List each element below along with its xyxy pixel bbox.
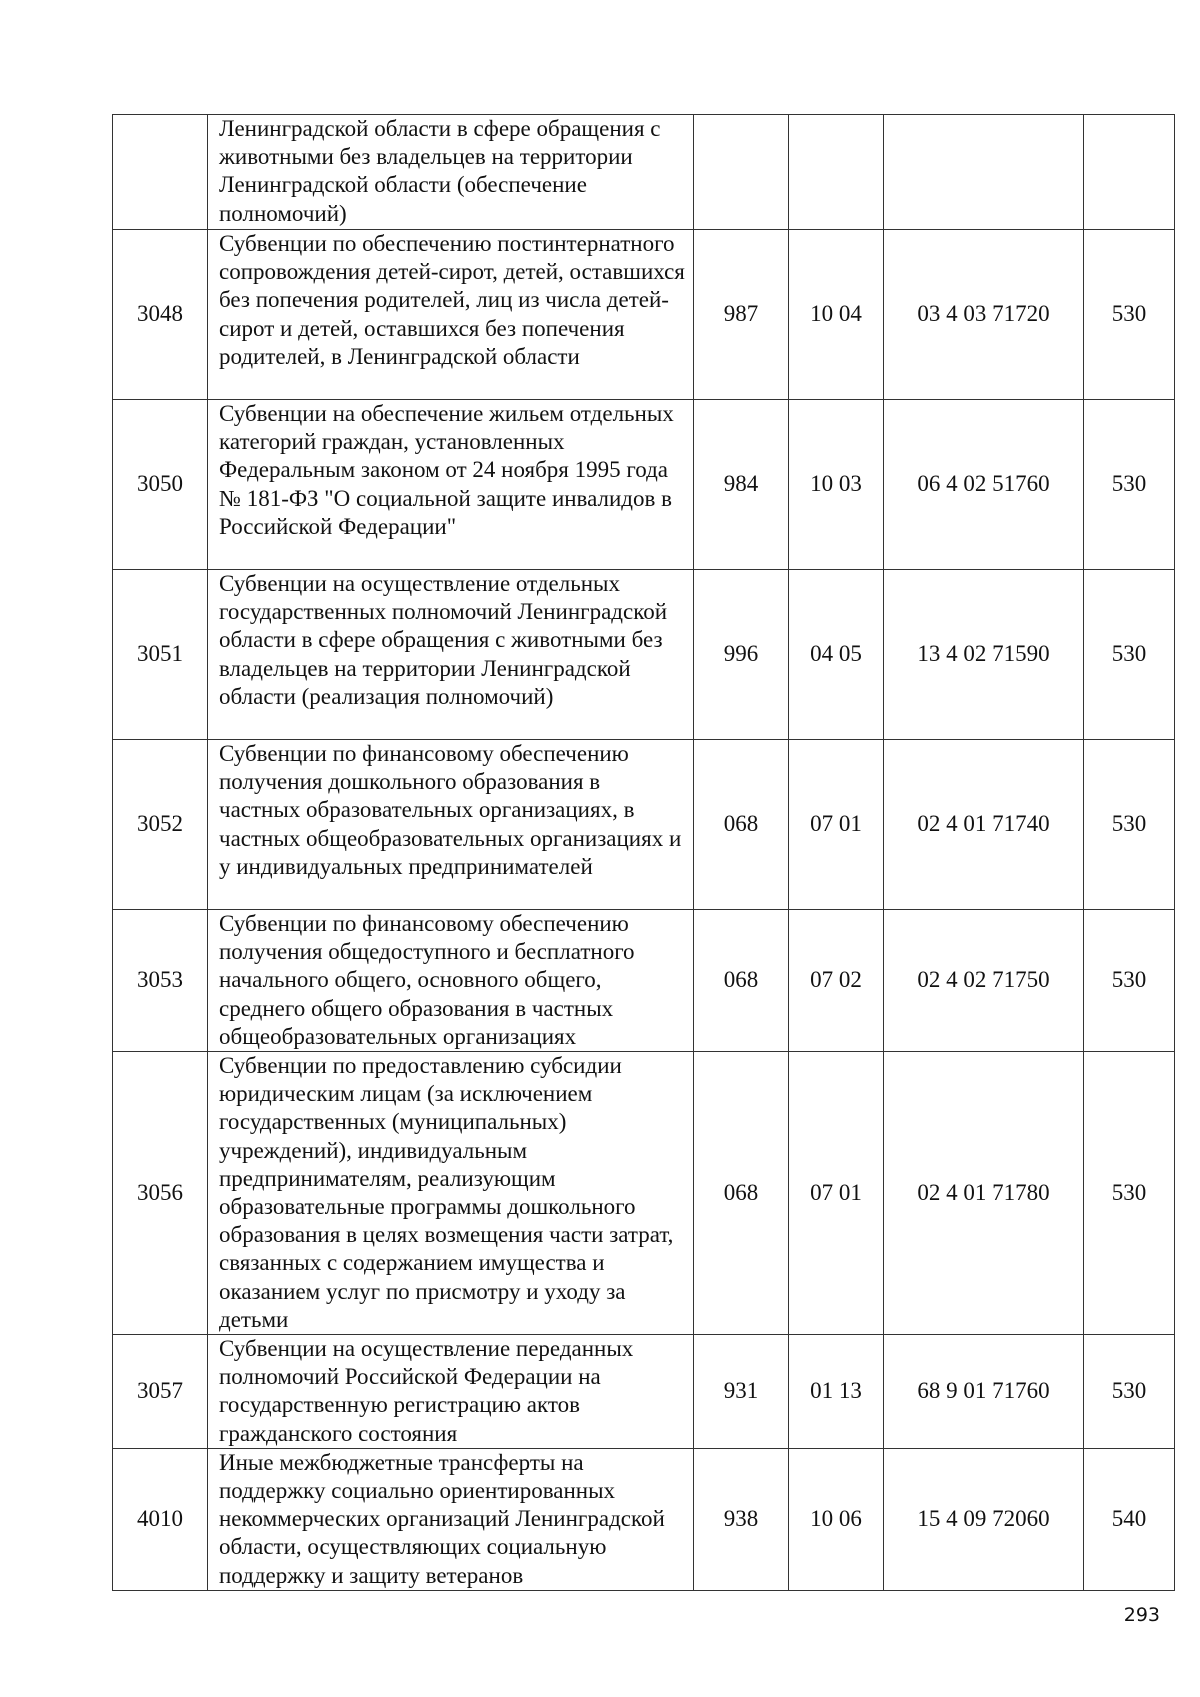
row-expense-type: 530 (1084, 740, 1175, 910)
row-section-code: 10 03 (789, 400, 884, 570)
row-admin-code: 938 (694, 1448, 789, 1590)
row-description: Субвенции по предоставлению субсидии юридическим лицам (за исключением государственных (муниципальных) учреждений), индивидуальным предпринимателям, реализующим образовательные программы дошкольного образования в целях возмещения части затрат, связанных с содержанием имущества и оказанием услуг по присмотру и уходу за детьми (208, 1052, 694, 1335)
row-target-code: 68 9 01 71760 (884, 1335, 1084, 1449)
row-section-code: 07 01 (789, 740, 884, 910)
row-admin-code: 931 (694, 1335, 789, 1449)
row-target-code: 13 4 02 71590 (884, 570, 1084, 740)
row-description: Субвенции по обеспечению постинтернатного сопровождения детей-сирот, детей, оставшихся без попечения родителей, лиц из числа детей-сирот и детей, оставшихся без попечения родителей, в Ленинградской области (208, 230, 694, 400)
row-expense-type: 530 (1084, 1335, 1175, 1449)
table-row (113, 115, 1175, 230)
table-row (113, 910, 1175, 1052)
row-description: Субвенции по финансовому обеспечению получения общедоступного и бесплатного начального общего, основного общего, среднего общего образования в частных общеобразовательных организациях (208, 910, 694, 1052)
row-code: 3051 (113, 570, 208, 740)
row-section-code: 01 13 (789, 1335, 884, 1449)
row-code: 3056 (113, 1052, 208, 1335)
row-expense-type (1084, 115, 1175, 230)
row-admin-code: 068 (694, 740, 789, 910)
row-expense-type: 540 (1084, 1448, 1175, 1590)
table-row (113, 1448, 1175, 1590)
table-row (113, 1335, 1175, 1449)
row-code: 3048 (113, 230, 208, 400)
row-admin-code: 068 (694, 1052, 789, 1335)
row-code: 3052 (113, 740, 208, 910)
row-code: 3050 (113, 400, 208, 570)
row-code: 3057 (113, 1335, 208, 1449)
row-target-code: 06 4 02 51760 (884, 400, 1084, 570)
row-description: Иные межбюджетные трансферты на поддержку социально ориентированных некоммерческих организаций Ленинградской области, осуществляющих социальную поддержку и защиту ветеранов (208, 1448, 694, 1590)
row-section-code: 10 06 (789, 1448, 884, 1590)
row-section-code: 04 05 (789, 570, 884, 740)
row-target-code: 15 4 09 72060 (884, 1448, 1084, 1590)
row-section-code (789, 115, 884, 230)
row-description: Ленинградской области в сфере обращения с животными без владельцев на территории Ленинградской области (обеспечение полномочий) (208, 115, 694, 230)
row-section-code: 07 01 (789, 1052, 884, 1335)
row-expense-type: 530 (1084, 230, 1175, 400)
row-code: 4010 (113, 1448, 208, 1590)
table-row (113, 570, 1175, 740)
row-target-code: 02 4 02 71750 (884, 910, 1084, 1052)
row-admin-code (694, 115, 789, 230)
row-target-code: 02 4 01 71740 (884, 740, 1084, 910)
table-row (113, 740, 1175, 910)
row-admin-code: 996 (694, 570, 789, 740)
row-target-code (884, 115, 1084, 230)
row-description: Субвенции на обеспечение жильем отдельных категорий граждан, установленных Федеральным законом от 24 ноября 1995 года № 181-ФЗ "О социальной защите инвалидов в Российской Федерации" (208, 400, 694, 570)
row-description: Субвенции по финансовому обеспечению получения дошкольного образования в частных образовательных организациях, в частных общеобразовательных организациях и у индивидуальных предпринимателей (208, 740, 694, 910)
table-row (113, 1052, 1175, 1335)
budget-table (112, 114, 1175, 1591)
row-expense-type: 530 (1084, 1052, 1175, 1335)
row-target-code: 02 4 01 71780 (884, 1052, 1084, 1335)
row-section-code: 07 02 (789, 910, 884, 1052)
row-admin-code: 068 (694, 910, 789, 1052)
row-expense-type: 530 (1084, 400, 1175, 570)
page-number: 293 (1123, 1604, 1160, 1626)
table-row (113, 400, 1175, 570)
row-admin-code: 984 (694, 400, 789, 570)
row-code: 3053 (113, 910, 208, 1052)
row-description: Субвенции на осуществление переданных полномочий Российской Федерации на государственную регистрацию актов гражданского состояния (208, 1335, 694, 1449)
row-description: Субвенции на осуществление отдельных государственных полномочий Ленинградской области в сфере обращения с животными без владельцев на территории Ленинградской области (реализация полномочий) (208, 570, 694, 740)
row-target-code: 03 4 03 71720 (884, 230, 1084, 400)
table-row (113, 230, 1175, 400)
row-expense-type: 530 (1084, 570, 1175, 740)
row-section-code: 10 04 (789, 230, 884, 400)
row-expense-type: 530 (1084, 910, 1175, 1052)
row-code (113, 115, 208, 230)
row-admin-code: 987 (694, 230, 789, 400)
